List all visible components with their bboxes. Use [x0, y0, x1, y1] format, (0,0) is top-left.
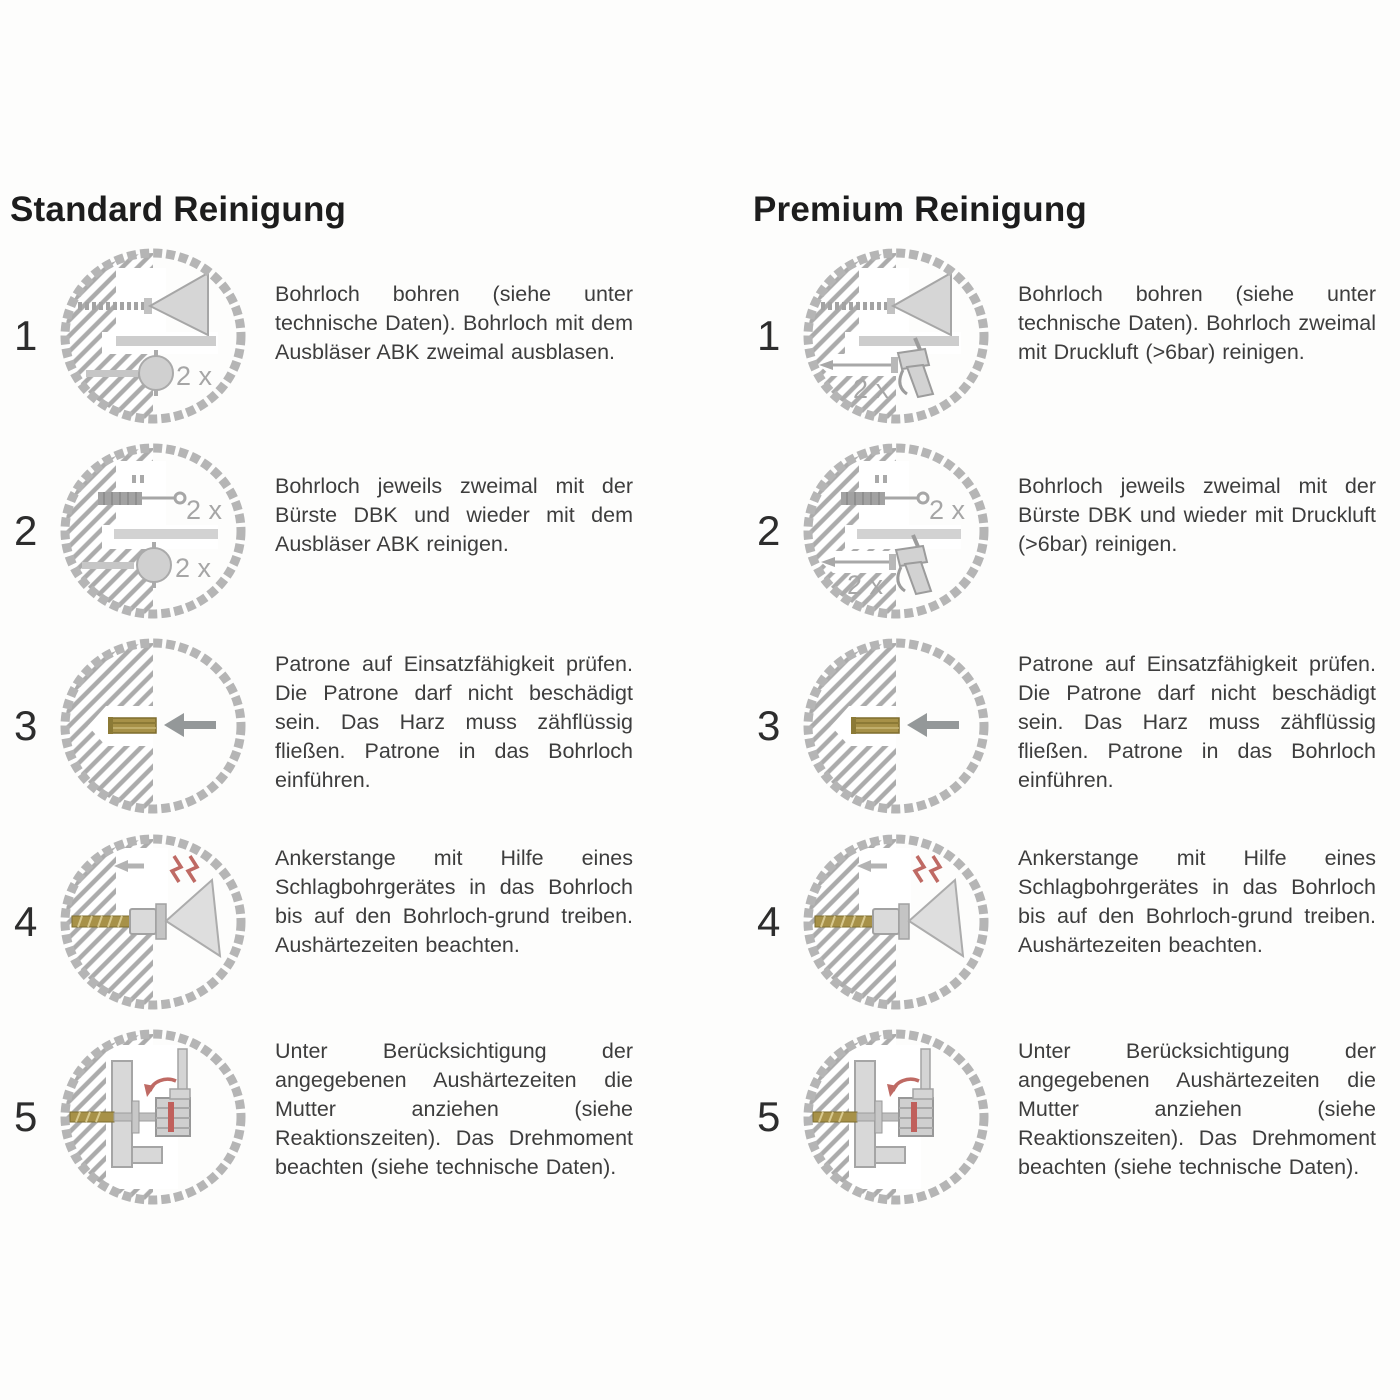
- step-number: 3: [14, 702, 38, 749]
- step-number: 1: [757, 312, 781, 359]
- cartridge-illustration: [801, 636, 991, 816]
- step-number: 4: [14, 897, 38, 945]
- step-text: Bohrloch bohren (siehe unter technische Daten). Bohrloch mit dem Ausbläser ABK zweimal ausblasen.: [275, 282, 633, 364]
- repeat-label: 2 x: [853, 374, 890, 404]
- borehole-channel: [859, 336, 959, 346]
- brush-and-airgun-illustration: [801, 441, 991, 621]
- column-title-premium: Premium Reinigung: [753, 190, 1087, 229]
- step-text: Unter Berücksichtigung der angegebenen Aushärtezeiten die Mutter anziehen (siehe Reaktionszeiten). Das Drehmoment beachten (siehe technische Daten).: [1018, 1038, 1376, 1179]
- anchor-rod-icon: [72, 916, 130, 927]
- borehole-channel: [116, 336, 216, 346]
- cartridge-illustration: [58, 636, 248, 816]
- step-text: Ankerstange mit Hilfe eines Schlagbohrgerätes in das Bohrloch bis auf den Bohrloch-grund treiben. Aushärtezeiten beachten.: [1018, 845, 1376, 957]
- borehole-channel: [114, 529, 218, 539]
- repeat-label: 2 x: [176, 361, 213, 391]
- insert-arrow-icon: [907, 713, 959, 737]
- insert-arrow-icon: [164, 713, 216, 737]
- drill-and-airgun-illustration: [801, 246, 991, 426]
- step-row: [10, 246, 650, 426]
- repeat-label: 2 x: [929, 495, 966, 525]
- borehole-channel: [857, 529, 961, 539]
- cartridge-icon: [851, 717, 899, 734]
- column-title-standard: Standard Reinigung: [10, 190, 347, 229]
- step-text: Bohrloch bohren (siehe unter technische Daten). Bohrloch zweimal mit Druckluft (>6bar) reinigen.: [1018, 282, 1376, 364]
- step-row: [10, 832, 650, 1012]
- repeat-label: 2 x: [847, 570, 884, 600]
- torque-wrench-illustration: [801, 1027, 991, 1207]
- step-text: Bohrloch jeweils zweimal mit der Bürste DBK und wieder mit Druckluft (>6bar) reinigen.: [1018, 474, 1376, 556]
- step-text: Patrone auf Einsatzfähigkeit prüfen. Die Patrone darf nicht beschädigt sein. Das Harz muss zähflüssig fließen. Patrone in das Bohrloch einführen.: [1018, 652, 1376, 792]
- step-row: [753, 1027, 1393, 1207]
- step-row: [753, 246, 1393, 426]
- repeat-label: 2 x: [186, 495, 223, 525]
- anchor-rod-icon: [815, 916, 873, 927]
- step-text: Unter Berücksichtigung der angegebenen Aushärtezeiten die Mutter anziehen (siehe Reaktionszeiten). Das Drehmoment beachten (siehe technische Daten).: [275, 1038, 633, 1179]
- repeat-label: 2 x: [175, 553, 212, 583]
- column-premium: [753, 190, 1393, 1222]
- torque-wrench-illustration: [58, 1027, 248, 1207]
- column-standard: [10, 190, 650, 1222]
- step-number: 5: [14, 1092, 38, 1140]
- step-row: [753, 441, 1393, 621]
- step-row: [10, 441, 650, 621]
- step-row: [753, 832, 1393, 1012]
- drill-and-blower-illustration: [58, 246, 248, 426]
- step-number: 2: [757, 507, 781, 554]
- brush-and-blower-illustration: [58, 441, 248, 621]
- step-row: [10, 1027, 650, 1207]
- step-text: Patrone auf Einsatzfähigkeit prüfen. Die Patrone darf nicht beschädigt sein. Das Harz muss zähflüssig fließen. Patrone in das Bohrloch einführen.: [275, 652, 633, 792]
- step-text: Ankerstange mit Hilfe eines Schlagbohrgerätes in das Bohrloch bis auf den Bohrloch-grund treiben. Aushärtezeiten beachten.: [275, 845, 633, 957]
- step-number: 4: [757, 897, 781, 945]
- cartridge-icon: [108, 717, 156, 734]
- step-number: 1: [14, 312, 38, 359]
- step-text: Bohrloch jeweils zweimal mit der Bürste DBK und wieder mit dem Ausbläser ABK reinigen.: [275, 474, 633, 556]
- step-number: 2: [14, 507, 38, 554]
- step-number: 3: [757, 702, 781, 749]
- anchor-rod-illustration: [58, 832, 248, 1012]
- anchor-rod-illustration: [801, 832, 991, 1012]
- step-row: [10, 636, 650, 817]
- step-number: 5: [757, 1092, 781, 1140]
- step-row: [753, 636, 1393, 817]
